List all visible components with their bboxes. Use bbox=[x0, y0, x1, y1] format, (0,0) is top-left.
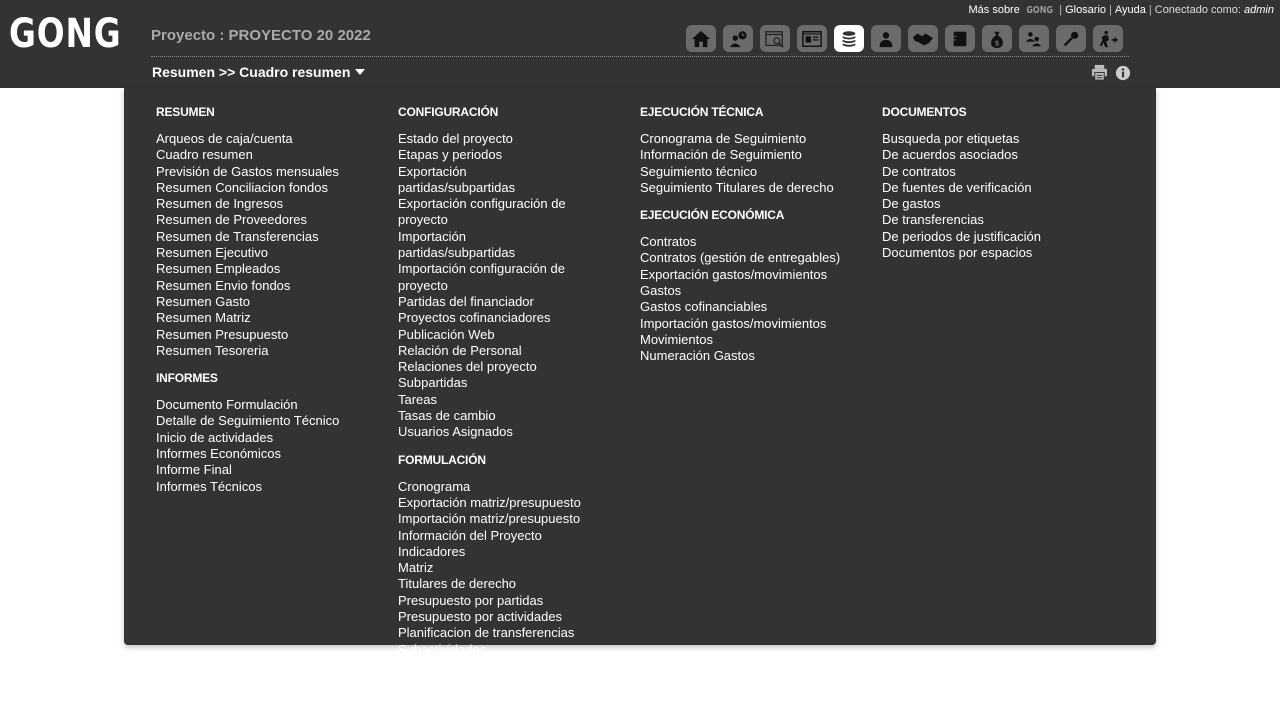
menu-item-resumen[interactable]: Resumen de Transferencias bbox=[156, 228, 319, 244]
section-title-configuracion: CONFIGURACIÓN bbox=[398, 105, 499, 119]
menu-item-ejecucion-tecnica[interactable]: Cronograma de Seguimiento bbox=[640, 131, 807, 146]
agreements-button[interactable] bbox=[908, 25, 938, 52]
header-bar bbox=[0, 0, 1280, 88]
section-title-documentos: DOCUMENTOS bbox=[882, 105, 967, 119]
ledger-button[interactable] bbox=[945, 25, 975, 52]
users-icon bbox=[1023, 29, 1045, 49]
newspaper-window-icon bbox=[801, 29, 823, 49]
ledger-icon bbox=[949, 29, 971, 49]
section-title-resumen: RESUMEN bbox=[156, 105, 215, 119]
info-button[interactable] bbox=[1114, 64, 1131, 81]
print-button[interactable] bbox=[1091, 64, 1108, 81]
glossary-link[interactable]: Glosario bbox=[1065, 4, 1107, 16]
money-bag-icon bbox=[986, 29, 1008, 49]
menu-item-documentos[interactable]: Documentos por espacios bbox=[882, 245, 1033, 261]
menu-item-formulacion[interactable]: Importación matriz/presupuesto bbox=[398, 511, 581, 527]
menu-item-resumen[interactable]: Resumen Empleados bbox=[156, 261, 281, 277]
menu-item-formulacion[interactable]: Titulares de derecho bbox=[398, 576, 517, 592]
menu-item-documentos[interactable]: De periodos de justificación bbox=[882, 228, 1041, 244]
menu-item-informes[interactable]: Informes Técnicos bbox=[156, 478, 262, 494]
finance-button[interactable] bbox=[982, 25, 1012, 52]
menu-item-resumen[interactable]: Resumen Matriz bbox=[156, 310, 251, 326]
home-button[interactable] bbox=[686, 25, 716, 52]
menu-column-3 bbox=[640, 88, 870, 365]
menu-item-configuracion[interactable]: Etapas y periodos bbox=[398, 147, 503, 163]
menu-item-ejecucion-tecnica[interactable]: Información de Seguimiento bbox=[640, 147, 802, 163]
menu-item-resumen[interactable]: Resumen de Proveedores bbox=[156, 212, 308, 228]
menu-item-ejecucion-economica[interactable]: Exportación gastos/movimientos bbox=[640, 266, 828, 282]
info-icon bbox=[1115, 65, 1131, 81]
menu-item-formulacion[interactable]: Presupuesto por partidas bbox=[398, 592, 544, 608]
menu-item-configuracion[interactable]: Relación de Personal bbox=[398, 342, 522, 358]
chevron-down-icon bbox=[355, 69, 365, 75]
page-tools bbox=[1091, 64, 1131, 81]
breadcrumb-menu-toggle[interactable] bbox=[152, 64, 365, 80]
menu-list-resumen bbox=[156, 131, 386, 359]
menu-item-ejecucion-tecnica[interactable]: Seguimiento Titulares de derecho bbox=[640, 179, 834, 195]
help-link[interactable]: Ayuda bbox=[1114, 4, 1146, 16]
menu-item-configuracion[interactable]: Usuarios Asignados bbox=[398, 424, 513, 440]
section-title-informes: INFORMES bbox=[156, 371, 218, 386]
menu-item-resumen[interactable]: Resumen Tesoreria bbox=[156, 342, 269, 358]
logout-button[interactable] bbox=[1093, 25, 1123, 52]
user-icon bbox=[875, 29, 897, 49]
menu-item-documentos[interactable]: De gastos bbox=[882, 196, 941, 212]
menu-item-configuracion[interactable]: Importación configuración de proyecto bbox=[398, 261, 565, 293]
menu-column-1 bbox=[156, 88, 386, 495]
handshake-icon bbox=[912, 29, 934, 49]
users-button[interactable] bbox=[1019, 25, 1049, 52]
menu-list-configuracion bbox=[398, 131, 573, 441]
top-links: Más sobre GONG | Glosario | Ayuda | Conectado como: admin bbox=[968, 4, 1274, 16]
menu-item-resumen[interactable]: Resumen Envio fondos bbox=[156, 277, 291, 293]
news-window-button[interactable] bbox=[797, 25, 827, 52]
section-title-ejecucion-economica: EJECUCIÓN ECONÓMICA bbox=[640, 208, 785, 223]
menu-item-resumen[interactable]: Resumen Presupuesto bbox=[156, 326, 289, 342]
menu-item-resumen[interactable]: Resumen de Ingresos bbox=[156, 196, 284, 212]
menu-item-formulacion[interactable]: Cronograma bbox=[398, 478, 471, 494]
menu-item-configuracion[interactable]: Proyectos cofinanciadores bbox=[398, 310, 551, 326]
search-window-button[interactable] bbox=[760, 25, 790, 52]
key-icon bbox=[1060, 29, 1082, 49]
menu-item-formulacion[interactable]: Matriz bbox=[398, 560, 434, 576]
section-title-formulacion: FORMULACIÓN bbox=[398, 452, 486, 467]
menu-item-configuracion[interactable]: Tareas bbox=[398, 391, 438, 407]
menu-item-ejecucion-economica[interactable]: Gastos bbox=[640, 283, 682, 299]
database-icon bbox=[838, 29, 860, 49]
navigation-dropdown-panel bbox=[124, 88, 1156, 657]
menu-item-informes[interactable]: Informes Económicos bbox=[156, 446, 281, 462]
menu-item-ejecucion-economica[interactable]: Contratos (gestión de entregables) bbox=[640, 250, 841, 266]
menu-column-2 bbox=[398, 88, 628, 658]
menu-item-ejecucion-economica[interactable]: Contratos bbox=[640, 234, 697, 250]
menu-item-formulacion[interactable]: Planificacion de transferencias bbox=[398, 625, 575, 641]
menu-item-configuracion[interactable]: Exportación partidas/subpartidas bbox=[398, 163, 516, 195]
menu-item-informes[interactable]: Inicio de actividades bbox=[156, 429, 274, 445]
project-title: Proyecto : PROYECTO 20 2022 bbox=[151, 27, 371, 44]
menu-list-formulacion bbox=[398, 479, 628, 658]
menu-item-informes[interactable]: Detalle de Seguimiento Técnico bbox=[156, 413, 340, 429]
home-icon bbox=[690, 29, 712, 49]
menu-item-formulacion[interactable]: Indicadores bbox=[398, 543, 466, 559]
menu-list-documentos bbox=[882, 131, 1112, 261]
menu-list-informes bbox=[156, 397, 386, 495]
database-button[interactable] bbox=[834, 25, 864, 52]
menu-item-configuracion[interactable]: Estado del proyecto bbox=[398, 131, 513, 146]
about-link[interactable] bbox=[968, 4, 1056, 16]
menu-item-resumen[interactable]: Arqueos de caja/cuenta bbox=[156, 131, 293, 146]
menu-item-configuracion[interactable]: Subpartidas bbox=[398, 375, 468, 391]
about-brand: GONG bbox=[1026, 5, 1053, 16]
breadcrumb: Resumen >> Cuadro resumen bbox=[152, 64, 351, 80]
menu-item-ejecucion-tecnica[interactable]: Seguimiento técnico bbox=[640, 163, 758, 179]
menu-item-informes[interactable]: Informe Final bbox=[156, 462, 232, 478]
menu-item-ejecucion-economica[interactable]: Gastos cofinanciables bbox=[640, 299, 768, 315]
user-button[interactable] bbox=[871, 25, 901, 52]
menu-item-formulacion[interactable]: Exportación matriz/presupuesto bbox=[398, 494, 581, 510]
svg-text:$: $ bbox=[994, 37, 1000, 47]
menu-item-ejecucion-economica[interactable]: Importación gastos/movimientos bbox=[640, 315, 827, 331]
gong-logo[interactable]: GONG bbox=[9, 11, 122, 57]
menu-item-resumen[interactable]: Cuadro resumen bbox=[156, 147, 253, 163]
user-clock-button[interactable] bbox=[723, 25, 753, 52]
menu-item-informes[interactable]: Documento Formulación bbox=[156, 397, 298, 413]
menu-item-documentos[interactable]: De contratos bbox=[882, 163, 956, 179]
about-prefix: Más sobre bbox=[968, 4, 1020, 16]
menu-list-ejecucion-tecnica bbox=[640, 131, 870, 196]
connected-label: Conectado como: bbox=[1154, 4, 1241, 16]
menu-item-ejecucion-economica[interactable]: Numeración Gastos bbox=[640, 348, 755, 364]
menu-item-documentos[interactable]: Busqueda por etiquetas bbox=[882, 131, 1020, 146]
menu-item-formulacion[interactable]: Información del Proyecto bbox=[398, 527, 542, 543]
user-clock-icon bbox=[727, 29, 749, 49]
menu-item-documentos[interactable]: De acuerdos asociados bbox=[882, 147, 1018, 163]
menu-item-documentos[interactable]: De transferencias bbox=[882, 212, 984, 228]
menu-item-resumen[interactable]: Resumen Gasto bbox=[156, 293, 250, 309]
menu-item-resumen[interactable]: Resumen Ejecutivo bbox=[156, 245, 268, 261]
menu-list-ejecucion-economica bbox=[640, 234, 870, 364]
menu-item-documentos[interactable]: De fuentes de verificación bbox=[882, 179, 1032, 195]
logout-icon bbox=[1097, 29, 1119, 49]
section-title-ejecucion-tecnica: EJECUCIÓN TÉCNICA bbox=[640, 105, 764, 119]
print-icon bbox=[1091, 64, 1108, 81]
menu-item-configuracion[interactable]: Tasas de cambio bbox=[398, 408, 496, 424]
key-button[interactable] bbox=[1056, 25, 1086, 52]
menu-item-configuracion[interactable]: Relaciones del proyecto bbox=[398, 359, 537, 375]
menu-column-4 bbox=[882, 88, 1112, 261]
menu-item-resumen[interactable]: Resumen Conciliacion fondos bbox=[156, 179, 328, 195]
menu-item-configuracion[interactable]: Partidas del financiador bbox=[398, 293, 534, 309]
menu-item-ejecucion-economica[interactable]: Movimientos bbox=[640, 331, 713, 347]
menu-item-resumen[interactable]: Previsión de Gastos mensuales bbox=[156, 163, 339, 179]
menu-item-configuracion[interactable]: Publicación Web bbox=[398, 326, 495, 342]
username: admin bbox=[1244, 4, 1274, 16]
menu-item-configuracion[interactable]: Importación partidas/subpartidas bbox=[398, 228, 516, 261]
header-divider bbox=[151, 56, 1129, 57]
menu-item-configuracion[interactable]: Exportación configuración de proyecto bbox=[398, 196, 566, 228]
module-toolbar bbox=[686, 25, 1123, 52]
menu-item-formulacion[interactable]: Presupuesto por actividades bbox=[398, 609, 563, 625]
window-search-icon bbox=[764, 29, 786, 49]
menu-item-formulacion[interactable]: Subactividades bbox=[398, 641, 487, 657]
